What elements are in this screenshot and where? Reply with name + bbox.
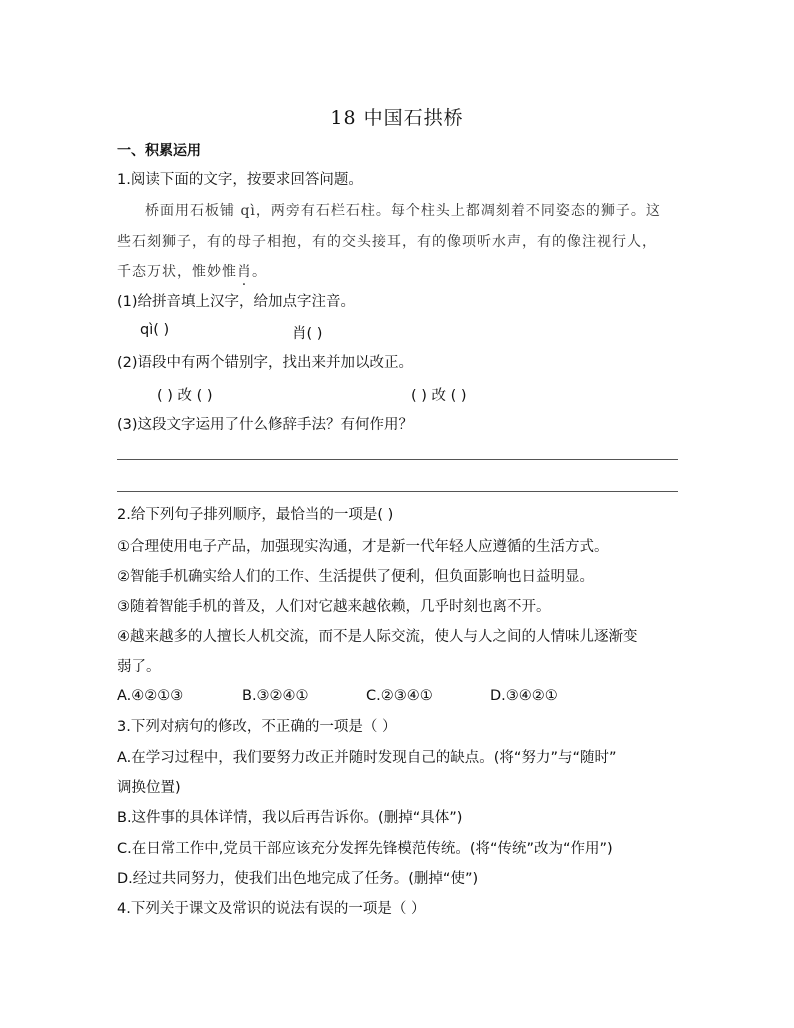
sentence-item: ③随着智能手机的普及，人们对它越来越依赖，几乎时刻也离不开。 <box>117 599 551 615</box>
passage-line-1 <box>145 201 661 221</box>
answer-line-1[interactable] <box>117 459 678 460</box>
correction-blank-2[interactable]: ( ) 改 ( ) <box>411 388 467 404</box>
option-a-text[interactable]: A.在学习过程中，我们要努力改正并随时发现自己的缺点。(将“努力”与“随时” <box>117 750 617 766</box>
phonetic-answer-blank[interactable]: 肖( ) <box>292 326 323 342</box>
passage-line-2: 些石刻狮子，有的母子相抱，有的交头接耳，有的像项听水声，有的像注视行人， <box>117 234 657 250</box>
option-c[interactable]: C.②③④① <box>366 688 433 704</box>
subquestion-1: (1)给拼音填上汉字，给加点字注音。 <box>117 294 356 310</box>
section-heading: 一、积累运用 <box>117 143 201 159</box>
sentence-item: ④越来越多的人擅长人机交流，而不是人际交流，使人与人之间的人情味儿逐渐变 <box>117 629 638 645</box>
dotted-character: 肖 <box>237 264 252 280</box>
option-c-text[interactable]: C.在日常工作中,党员干部应该充分发挥先锋模范传统。(将“传统”改为“作用”) <box>117 841 613 857</box>
option-d-text[interactable]: D.经过共同努力，使我们出色地完成了任务。(删掉“使”) <box>117 871 479 887</box>
passage-line-3-end: 。 <box>252 264 267 280</box>
sentence-item-continued: 弱了。 <box>117 659 161 675</box>
option-a-text-continued: 调换位置) <box>117 780 181 796</box>
question-4-prompt: 4.下列关于课文及常识的说法有误的一项是（ ） <box>117 901 426 917</box>
option-b[interactable]: B.③②④① <box>242 688 309 704</box>
question-1-prompt: 1.阅读下面的文字，按要求回答问题。 <box>117 172 363 188</box>
sentence-item: ①合理使用电子产品，加强现实沟通，才是新一代年轻人应遵循的生活方式。 <box>117 539 609 555</box>
subquestion-2: (2)语段中有两个错别字，找出来并加以改正。 <box>117 355 414 371</box>
answer-line-2[interactable] <box>117 491 678 492</box>
page-title: 18 中国石拱桥 <box>330 107 464 129</box>
question-2-prompt: 2.给下列句子排列顺序，最恰当的一项是( ) <box>117 507 394 523</box>
passage-line-3 <box>117 262 267 282</box>
sentence-item: ②智能手机确实给人们的工作、生活提供了便利，但负面影响也日益明显。 <box>117 569 594 585</box>
option-b-text[interactable]: B.这件事的具体详情，我以后再告诉你。(删掉“具体”) <box>117 810 463 826</box>
correction-blank-1[interactable]: ( ) 改 ( ) <box>157 388 213 404</box>
passage-line-3-text: 千态万状，惟妙惟 <box>117 264 237 280</box>
option-a[interactable]: A.④②①③ <box>117 688 184 704</box>
subquestion-3: (3)这段文字运用了什么修辞手法？有何作用？ <box>117 417 414 433</box>
pinyin-answer-blank[interactable]: qì( ) <box>140 322 170 338</box>
question-3-prompt: 3.下列对病句的修改，不正确的一项是（ ） <box>117 719 397 735</box>
option-d[interactable]: D.③④②① <box>490 688 558 704</box>
passage-line-1-text: 桥面用石板铺 qì，两旁有石栏石柱。每个柱头上都凋刻着不同姿态的狮子。这 <box>145 203 661 219</box>
